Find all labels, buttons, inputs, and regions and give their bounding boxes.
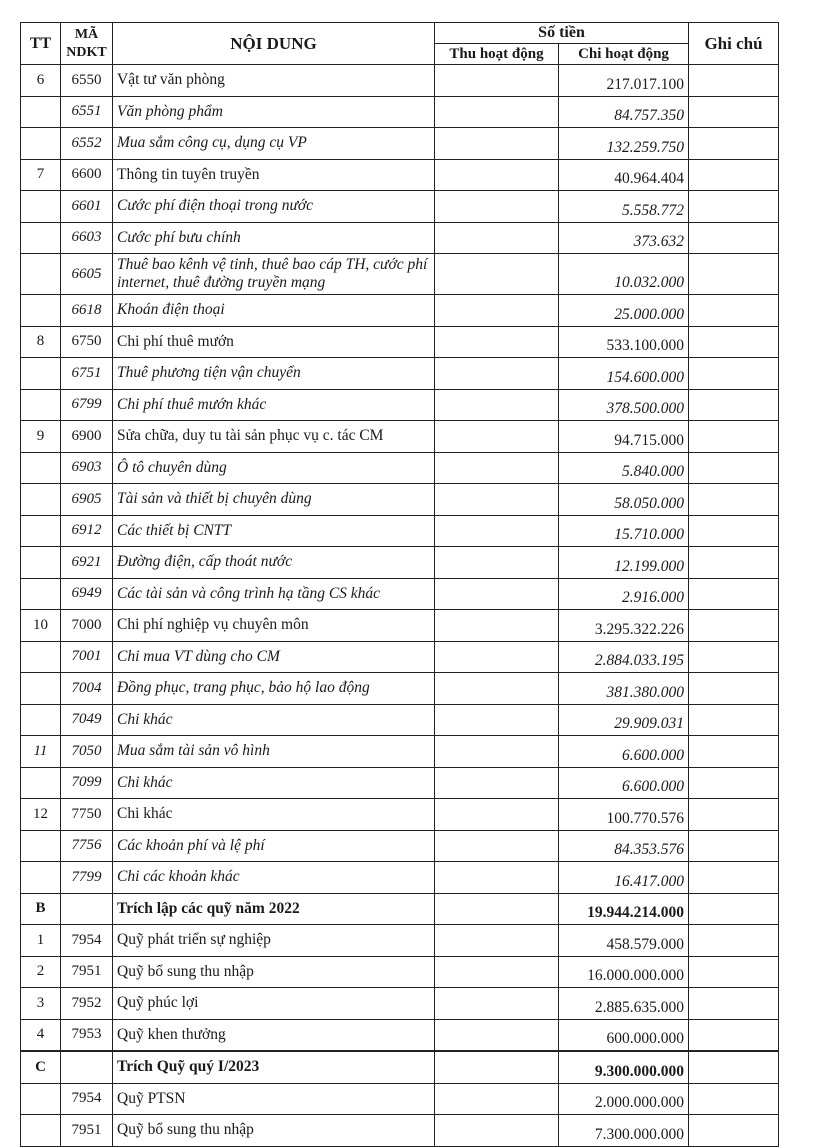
row-chi-amount: 2.884.033.195 [559,641,689,673]
row-code: 6949 [61,578,113,610]
row-chi-amount: 381.380.000 [559,673,689,705]
row-code: 6912 [61,515,113,547]
row-chi-amount: 40.964.404 [559,159,689,191]
row-code: 7951 [61,1115,113,1147]
row-note [689,925,779,957]
row-code: 6605 [61,254,113,295]
table-row [21,358,779,390]
row-chi-amount: 16.000.000.000 [559,956,689,988]
row-tt [21,452,61,484]
row-note [689,254,779,295]
row-tt: 9 [21,421,61,453]
row-tt: B [21,893,61,925]
table-row [21,704,779,736]
row-code: 7799 [61,862,113,894]
row-tt [21,830,61,862]
table-row [21,222,779,254]
row-note [689,326,779,358]
row-code: 6799 [61,389,113,421]
row-code: 7049 [61,704,113,736]
row-code: 6921 [61,547,113,579]
row-code: 6550 [61,65,113,97]
row-content: Chi phí thuê mướn khác [113,389,435,421]
table-row [21,893,779,925]
row-thu-amount [435,191,559,223]
row-note [689,547,779,579]
row-note [689,1051,779,1083]
header-chi-hoat-dong: Chi hoạt động [559,44,689,65]
row-chi-amount: 458.579.000 [559,925,689,957]
row-note [689,96,779,128]
row-content: Chi khác [113,704,435,736]
row-chi-amount: 217.017.100 [559,65,689,97]
row-chi-amount: 12.199.000 [559,547,689,579]
row-thu-amount [435,767,559,799]
row-note [689,515,779,547]
row-note [689,988,779,1020]
header-noi-dung: NỘI DUNG [113,23,435,65]
row-thu-amount [435,673,559,705]
row-content: Vật tư văn phòng [113,65,435,97]
row-note [689,799,779,831]
row-chi-amount: 100.770.576 [559,799,689,831]
row-chi-amount: 373.632 [559,222,689,254]
row-note [689,830,779,862]
table-row [21,767,779,799]
row-thu-amount [435,326,559,358]
row-note [689,358,779,390]
row-content: Mua sắm công cụ, dụng cụ VP [113,128,435,160]
row-note [689,578,779,610]
row-thu-amount [435,956,559,988]
row-note [689,767,779,799]
row-note [689,159,779,191]
row-content: Sửa chữa, duy tu tài sản phục vụ c. tác CM [113,421,435,453]
row-content: Thông tin tuyên truyền [113,159,435,191]
header-ma-ndkt [61,23,113,65]
row-code: 7000 [61,610,113,642]
table-row [21,956,779,988]
row-thu-amount [435,515,559,547]
row-tt [21,578,61,610]
row-chi-amount: 600.000.000 [559,1019,689,1051]
header-thu-hoat-dong: Thu hoạt động [435,44,559,65]
row-content: Tài sản và thiết bị chuyên dùng [113,484,435,516]
row-content: Khoán điện thoại [113,295,435,327]
table-row [21,862,779,894]
table-row [21,1083,779,1115]
row-content: Chi mua VT dùng cho CM [113,641,435,673]
row-content: Văn phòng phẩm [113,96,435,128]
row-tt: 6 [21,65,61,97]
row-note [689,65,779,97]
row-code: 7953 [61,1019,113,1051]
row-chi-amount: 84.757.350 [559,96,689,128]
row-chi-amount: 5.558.772 [559,191,689,223]
row-chi-amount: 84.353.576 [559,830,689,862]
row-tt [21,1083,61,1115]
table-row [21,515,779,547]
row-note [689,421,779,453]
row-tt [21,1115,61,1147]
row-tt: 2 [21,956,61,988]
row-tt [21,358,61,390]
row-thu-amount [435,925,559,957]
row-code: 6750 [61,326,113,358]
row-code: 6900 [61,421,113,453]
row-tt: 3 [21,988,61,1020]
row-note [689,610,779,642]
row-thu-amount [435,1051,559,1083]
row-thu-amount [435,295,559,327]
row-tt [21,96,61,128]
row-code: 6905 [61,484,113,516]
row-tt: 11 [21,736,61,768]
table-row [21,799,779,831]
row-chi-amount: 378.500.000 [559,389,689,421]
row-chi-amount: 154.600.000 [559,358,689,390]
row-chi-amount: 2.916.000 [559,578,689,610]
row-code [61,893,113,925]
table-row [21,421,779,453]
row-chi-amount: 3.295.322.226 [559,610,689,642]
row-tt: 12 [21,799,61,831]
row-chi-amount: 16.417.000 [559,862,689,894]
row-content: Đường điện, cấp thoát nước [113,547,435,579]
row-content: Cước phí điện thoại trong nước [113,191,435,223]
table-row [21,326,779,358]
row-chi-amount: 132.259.750 [559,128,689,160]
row-tt [21,254,61,295]
row-note [689,452,779,484]
table-row [21,65,779,97]
row-note [689,222,779,254]
row-thu-amount [435,1019,559,1051]
row-chi-amount: 9.300.000.000 [559,1051,689,1083]
row-tt [21,547,61,579]
row-content: Các thiết bị CNTT [113,515,435,547]
row-chi-amount: 15.710.000 [559,515,689,547]
row-note [689,641,779,673]
row-tt: 1 [21,925,61,957]
table-row [21,988,779,1020]
row-note [689,1083,779,1115]
row-note [689,484,779,516]
header-ma-ndkt-line2: NDKT [66,44,107,60]
row-content: Quỹ bổ sung thu nhập [113,956,435,988]
row-note [689,893,779,925]
table-row [21,736,779,768]
row-chi-amount: 533.100.000 [559,326,689,358]
row-thu-amount [435,862,559,894]
row-thu-amount [435,578,559,610]
row-tt [21,222,61,254]
table-row [21,1115,779,1147]
row-chi-amount: 6.600.000 [559,767,689,799]
row-thu-amount [435,96,559,128]
row-content: Trích Quỹ quý I/2023 [113,1051,435,1083]
row-note [689,862,779,894]
row-content: Các khoản phí và lệ phí [113,830,435,862]
table-row [21,96,779,128]
row-tt [21,862,61,894]
row-thu-amount [435,704,559,736]
row-code: 7954 [61,1083,113,1115]
row-thu-amount [435,736,559,768]
table-row [21,578,779,610]
row-chi-amount: 7.300.000.000 [559,1115,689,1147]
row-note [689,956,779,988]
table-row [21,641,779,673]
row-thu-amount [435,452,559,484]
row-thu-amount [435,421,559,453]
row-content: Quỹ khen thưởng [113,1019,435,1051]
row-code: 6552 [61,128,113,160]
table-row [21,925,779,957]
row-tt [21,389,61,421]
row-chi-amount: 58.050.000 [559,484,689,516]
table-body [21,65,779,1147]
row-thu-amount [435,799,559,831]
row-content: Quỹ phát triển sự nghiệp [113,925,435,957]
row-content: Quỹ PTSN [113,1083,435,1115]
row-content: Chi phí thuê mướn [113,326,435,358]
row-thu-amount [435,254,559,295]
row-chi-amount: 2.885.635.000 [559,988,689,1020]
table-row [21,159,779,191]
row-chi-amount: 5.840.000 [559,452,689,484]
row-tt: 4 [21,1019,61,1051]
row-thu-amount [435,159,559,191]
row-tt: C [21,1051,61,1083]
row-thu-amount [435,988,559,1020]
row-code: 7001 [61,641,113,673]
row-chi-amount: 2.000.000.000 [559,1083,689,1115]
row-code: 7756 [61,830,113,862]
row-thu-amount [435,65,559,97]
row-thu-amount [435,547,559,579]
row-tt [21,704,61,736]
header-so-tien: Số tiền [435,23,689,44]
row-content: Quỹ bổ sung thu nhập [113,1115,435,1147]
row-content: Chi khác [113,799,435,831]
row-tt [21,295,61,327]
row-chi-amount: 10.032.000 [559,254,689,295]
row-code: 6551 [61,96,113,128]
table-row [21,1019,779,1051]
row-content: Đồng phục, trang phục, bảo hộ lao động [113,673,435,705]
row-code: 6600 [61,159,113,191]
table-row [21,452,779,484]
row-tt: 8 [21,326,61,358]
row-content: Chi các khoản khác [113,862,435,894]
table-row [21,389,779,421]
row-code: 7952 [61,988,113,1020]
row-code: 6751 [61,358,113,390]
table-row [21,1051,779,1083]
row-note [689,191,779,223]
table-row [21,610,779,642]
row-content: Cước phí bưu chính [113,222,435,254]
row-content: Thuê bao kênh vệ tinh, thuê bao cáp TH, cước phí internet, thuê đường truyền mạng [113,254,435,295]
table-row [21,484,779,516]
budget-table [20,22,779,1147]
table-row [21,128,779,160]
row-code: 6903 [61,452,113,484]
table-row [21,254,779,295]
table-row [21,673,779,705]
row-note [689,704,779,736]
row-code: 7750 [61,799,113,831]
row-chi-amount: 6.600.000 [559,736,689,768]
row-note [689,1019,779,1051]
row-content: Chi phí nghiệp vụ chuyên môn [113,610,435,642]
row-content: Ô tô chuyên dùng [113,452,435,484]
row-thu-amount [435,389,559,421]
table-row [21,295,779,327]
row-note [689,736,779,768]
row-code: 7099 [61,767,113,799]
header-tt: TT [21,23,61,65]
row-note [689,295,779,327]
row-tt [21,673,61,705]
row-content: Quỹ phúc lợi [113,988,435,1020]
row-code [61,1051,113,1083]
header-ma-ndkt-line1: MÃ [74,26,99,42]
row-tt [21,128,61,160]
row-code: 7004 [61,673,113,705]
row-thu-amount [435,1083,559,1115]
row-code: 6603 [61,222,113,254]
row-thu-amount [435,358,559,390]
row-note [689,1115,779,1147]
row-thu-amount [435,830,559,862]
budget-table-sheet [20,22,778,1147]
table-row [21,191,779,223]
row-chi-amount: 94.715.000 [559,421,689,453]
row-content: Chi khác [113,767,435,799]
row-tt [21,191,61,223]
row-note [689,389,779,421]
row-note [689,128,779,160]
row-chi-amount: 19.944.214.000 [559,893,689,925]
row-thu-amount [435,222,559,254]
row-code: 7954 [61,925,113,957]
row-thu-amount [435,610,559,642]
row-code: 7050 [61,736,113,768]
row-content: Thuê phương tiện vận chuyển [113,358,435,390]
row-thu-amount [435,893,559,925]
row-code: 6601 [61,191,113,223]
row-thu-amount [435,484,559,516]
row-thu-amount [435,641,559,673]
row-tt [21,641,61,673]
row-note [689,673,779,705]
header-ghi-chu: Ghi chú [689,23,779,65]
row-tt [21,515,61,547]
row-code: 7951 [61,956,113,988]
row-tt [21,484,61,516]
row-content: Trích lập các quỹ năm 2022 [113,893,435,925]
table-row [21,547,779,579]
row-tt: 7 [21,159,61,191]
row-thu-amount [435,1115,559,1147]
row-chi-amount: 29.909.031 [559,704,689,736]
row-chi-amount: 25.000.000 [559,295,689,327]
row-content: Các tài sản và công trình hạ tầng CS khác [113,578,435,610]
row-tt: 10 [21,610,61,642]
row-thu-amount [435,128,559,160]
row-content: Mua sắm tài sản vô hình [113,736,435,768]
table-row [21,830,779,862]
row-tt [21,767,61,799]
row-code: 6618 [61,295,113,327]
